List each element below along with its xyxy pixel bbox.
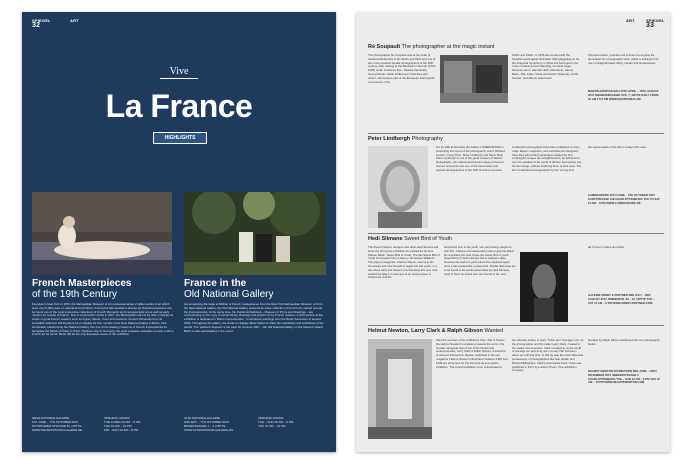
slimane-info: GALERIE ARNDT & PARTNER 3RD JULY – 3RD AUGUST 2007 ZIMMERSTR. 90 – 91 | MITTE TUE – SAT 11 AM – 6 PM WWW.ARNDT-PARTNER.COM [588,294,655,305]
left-page [22,12,336,452]
footer-venue-right: ALTE NATIONALGALERIE 2ND MAY – 7TH OCTOBER 2007 BODESTRASSE 1 – 3 | MITTE WWW.ALTENATIONALGALERIE.DE [184,416,234,432]
section-heading-newton: Helmut Newton, Larry Clark & Ralph Gibson Wanted [368,328,504,334]
page-header-right [646,18,665,28]
lindbergh-col2: Lindbergh's photographs have been published in every major fashion magazine, and world-famous designers have their advertising campaigns realized by him. Lindbergh's images are straightforward, he achieves to turn the goddess of the world of fashion and movies into human beings, without depriving them of their aura. The list of celebrities photographed by him is long from [512,146,582,172]
soupault-col3: Photojournalism, portraits and scenes of everyday life dominated her photographic work, which is striking for its use of straightforward clarity, candor and timelessness. [588,54,659,65]
slimane-col2: left-behind love of his youth. His past having caught up with him, Chance now desperately tries to give his failed life a positive turn and chase the sweet bird of youth. Sweet Bird of Youth narrows this in-between state, because the world of youth cannot be captured again once it has passed like a sweet bird. Similar dilemmas are to be found in the works assembled by Hedi Slimane, most of them by artists who are friends of his, and [444,246,516,276]
page-number: 32 [32,22,41,29]
newton-col3: founded by Ralph Gibson distributed his own photography books. [588,339,660,346]
section-heading-lindbergh: Peter Lindbergh Photography [368,136,443,142]
right-column-heading: France in the Old National Gallery [184,278,274,300]
section-heading-soupault: Ré Soupault The photographer at the magic instant [368,44,495,50]
footer-hours-right: OPENING HOURS TUE – SUN 10 AM – 6 PM THU 10 AM – 10 PM [258,416,294,428]
photo-newton [368,339,432,439]
right-page [356,12,670,452]
section-divider [368,233,664,234]
section-divider [368,325,664,326]
footer-hours-left: OPENING HOURS TUE & WED 10 AM – 8 PM THU 10 AM – 10 PM FRI – SUN 10 AM – 8 PM [104,416,141,432]
footer-venue-left: NEUE NATIONALGALERIE 1ST JUNE – 7TH OCTOBER 2007 POTSDAMER STRASSE 50 | MITTE WWW.NEUENATIONALGALERIE.DE [32,416,83,432]
category-label: ART [70,18,79,23]
soupault-col2: 1920s and 1930s. In 1925 she worked with the Swedish avant-garde filmmaker Viking Eggeling on his film Diagonal Symphony. In Paris she belonged to the circle of artists around Man Ray, Fernand Léger, Florence Henri, Hannah Höch, Max Ernst, Hanns Berlin, Kiki, Fujita, Sonia and Robert Delaunay, André Kertész, and Alberto Giacometti. [512,54,580,80]
photo-soupault [440,55,508,103]
page-number: 33 [646,22,655,29]
soupault-info: MARTIN-GROPIUS-BAU 20TH APRIL – 16TH AUGUST 2007 NIEDERKIRCHNER STR. 7 | MITTE DAILY FROM 10 AM TO 8 PM WWW.GROPIUSBAU.DE [588,90,659,101]
soupault-col1: The photographer Ré Soupault was at the heart of classical Modernism in the Berlin and Paris and one of the most important female photographers of the 20th century. After training at the Bauhaus in Weimar (1921-1925) under Johannes Itten, Wassily Kandinsky, Georg Muche, Oskar Schlemmer, Paul Klee and others, she became part of the European avant-garde movements of the [368,54,436,84]
photo-slimane [520,252,568,322]
painting-luncheon-scene [184,192,326,275]
section-label: SPIEGEL [646,18,665,23]
section-heading-slimane: Hedi Slimane Sweet Bird of Youth [368,236,453,242]
page-header-left [32,18,51,28]
kicker-divider [160,78,198,79]
page-title: La France [105,88,253,124]
newton-col1: After the success of the exhibitions 'Men, War & Peace', the Helmut Newton Foundation presents the work of its founder alongside that of two of his friends and contemporaries, Larry Clark & Ralph Gibson. A selection of pictures that Helmut Newton published in his own magazine 'Helmut Newton's Illustrated' between 1987 and 1995 are presented for the first time as a complete exhibition. The central exhibition room is dedicated to [436,339,508,369]
left-column-body: Founded in New York in 1870, the Metropolitan Museum of Art possesses about 2 million works of art which span over 5,000 years of cultural and art history. Among the Metropolitan's diverse art historical treasures can be found one of the most impressive collections of French Romantic and Impressionistic art as well as early modern art outside of France. Due to construction works in 2007, the Metropolitan will not be able to display its works of great French masters such as Ingres, Monet, Corot and Cezanne. Around 150 works from its incredible collection will therefore be on display for four months in the New National Gallery in Berlin, thus temporarily transforming the National Gallery into one of the leading museums of French Impressionist art alongside the Musee d'Orsay in Paris. Nowhere else in Germany can such exquisite examples of early modern French art be found. Berlin will be the only European venue of the exhibition. [32,303,174,337]
slimane-col3: all of them in black and white. [588,246,625,249]
section-divider [368,133,664,134]
painting-reclining-nude [32,192,172,275]
photo-lindbergh-portrait [368,146,428,228]
slimane-col1: The French fashion designer and artist Hedi Slimane will show the first group exhibition he curated for Arndt & Partner Berlin. Sweet Bird of Youth. The title Sweet Bird of Youth is borrowed from a play by Tennessee Williams. The play's protagonist, Chance Wayne, returns to his hometown and tries himself to regain his lost youth, in a tale about early lost dreams of a has-been film star, who wasted his talent on attempts at an acting career in Hollywood, and the [368,246,440,280]
lindbergh-info: CAMERAWORK 30TH JUNE – 6TH OCTOBER 2007 KANTSTRASSE 149 CHARLOTTENBURG TUE TO SAT 11 AM – 6 PM WWW.CAMERAWORK.DE [588,194,660,205]
section-label: SPIEGEL [32,18,51,23]
right-column-body: Accompanying the large exhibition of French masterpieces from the New York Metropolitan Museum of Art in the New National Gallery, the Old National Gallery presents its entire collection of French art, carried around the Impressionists. At the same time, the Kupferstichkabinett – Museum of Prints and Drawings – are concentrating on the copy of extraordinary drawings and graphic art by French masters. A third section of the exhibition is dedicated to 'Berlin Impressionism'. It introduces paintings from the Berlin Secession of around 1900. Throughout the gallery, the works on display allow visitors to trace the workshops and exhibitions of the period. The 'painters' bequest' is the topic for summer 2007 – the Old National Gallery on the Museum Island Berlin is also participating in the event. [184,303,324,333]
left-column-heading: French Masterpieces of the 19th Century [32,278,132,300]
lindbergh-col1: For its 10th anniversary the Gallery CAMERAWORK is presenting four icons of the photography world: Richard Avedon, Irving Penn, Peter Lindbergh and Steve Klein. Peter Lindbergh is one of the great masters of fashion photography. His natural and honest images of famous women turned him into one of the best-known and popular photographers of the 20th and 21st centuries. [436,146,505,172]
newton-col2: two ultimate bodies of work, 'Tulsa' and 'Teenage Lust', by the photographer and filmmaker Larry Clark, created in the sixties and seventies. Clark revealed to us the world of teenage sex and drug use in a way that had been taboo up until that time. In this he was the most influential predecessor of photographers like Nan Goldin and Richard Billingham. Clark's provocative book 'Tulsa' was published in 1971 by Lustrum Press. This publishing company [512,339,584,373]
highlights-badge: HIGHLIGHTS [153,132,207,144]
kicker: Vive [169,66,189,77]
category-label: ART [626,18,635,23]
lindbergh-col3: the supermodels of the 90s to today's film stars. [588,146,648,149]
newton-info: HELMUT NEWTON FOUNDATION 3RD JUNE – 18TH NOVEMBER 2007 JEBENSSTRASSE 2 CHARLOTTENBURG TUE – SUN 10 AM – 6 PM THU 10 AM – 10 PM WWW.HELMUTNEWTON.COM [588,370,660,385]
